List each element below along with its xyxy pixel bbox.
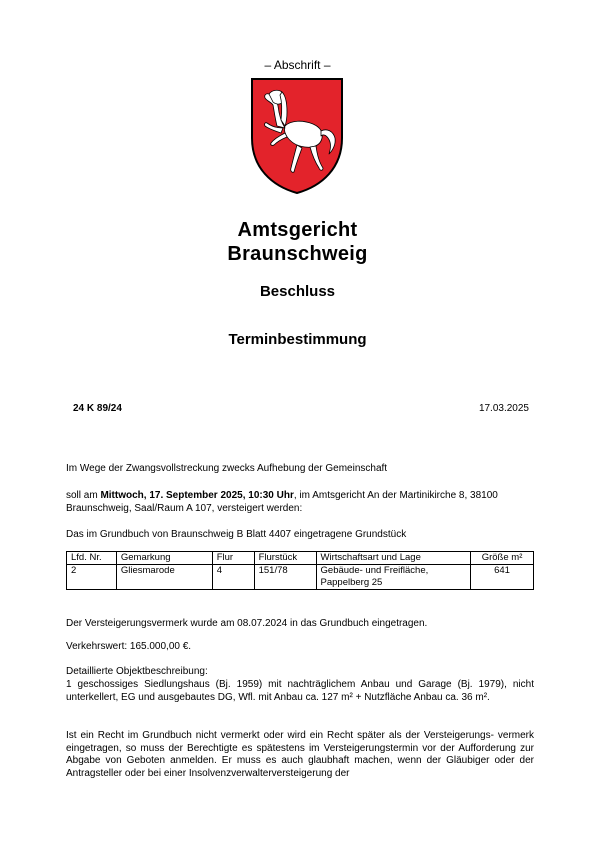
registration-note: Der Versteigerungsvermerk wurde am 08.07.2024 in das Grundbuch eingetragen. <box>66 618 428 629</box>
description-title: Detaillierte Objektbeschreibung: <box>66 666 208 677</box>
col-header-gemarkung: Gemarkung <box>116 552 212 565</box>
table-header-row <box>67 552 534 565</box>
cell-lfd-nr: 2 <box>67 565 117 590</box>
intro-paragraph: Im Wege der Zwangsvollstreckung zwecks Aufhebung der Gemeinschaft <box>66 463 388 474</box>
schedule-datetime: Mittwoch, 17. September 2025, 10:30 Uhr <box>100 490 294 501</box>
market-value: Verkehrswert: 165.000,00 €. <box>66 641 192 652</box>
case-number: 24 K 89/24 <box>73 403 122 414</box>
lower-saxony-horse-crest-icon <box>247 76 347 196</box>
cell-groesse: 641 <box>471 565 534 590</box>
table-row <box>67 565 534 590</box>
col-header-flurstueck: Flurstück <box>254 552 316 565</box>
court-title: Amtsgericht <box>237 219 358 241</box>
document-type: Beschluss <box>259 283 336 300</box>
cell-flur: 4 <box>212 565 254 590</box>
property-intro: Das im Grundbuch von Braunschweig B Blatt 4407 eingetragene Grundstück <box>66 529 407 540</box>
rights-paragraph: Ist ein Recht im Grundbuch nicht vermerkt oder wird ein Recht später als der Versteigerungs- vermerk eingetragen, so muss der Berechtigte es spätestens im Versteigerungstermin vor der Aufforderung zur Abgabe von Geboten anmelden. Er muss es auch glaubhaft machen, wenn der Gläubiger oder der Antragsteller oder bei einer Insolvenzverwalterversteigerung der <box>66 730 534 779</box>
schedule-paragraph <box>66 490 534 515</box>
col-header-flur: Flur <box>212 552 254 565</box>
property-table <box>66 551 534 590</box>
object-description: 1 geschossiges Siedlungshaus (Bj. 1959) mit nachträglichem Anbau und Garage (Bj. 1979), nicht unterkellert, EG und ausgebautes DG, Wfl. mit Anbau ca. 127 m² + Nutzfläche Anbau ca. 36 m². <box>66 679 534 703</box>
document-date: 17.03.2025 <box>478 403 529 414</box>
col-header-lfd-nr: Lfd. Nr. <box>67 552 117 565</box>
copy-label: – Abschrift – <box>264 58 331 72</box>
cell-wirtschaftsart: Gebäude- und Freifläche, Pappelberg 25 <box>316 565 471 590</box>
schedule-prefix: soll am <box>66 490 101 501</box>
cell-flurstueck: 151/78 <box>254 565 316 590</box>
cell-gemarkung: Gliesmarode <box>116 565 212 590</box>
court-name <box>0 218 595 266</box>
court-city: Braunschweig <box>227 243 368 265</box>
document-subject: Terminbestimmung <box>228 331 367 348</box>
col-header-wirtschaftsart: Wirtschaftsart und Lage <box>316 552 471 565</box>
col-header-groesse: Größe m² <box>471 552 534 565</box>
schedule-location: , im Amtsgericht An der Martinikirche 8, 38100 Braunschweig, Saal/Raum A 107, versteigert werden: <box>66 490 498 514</box>
